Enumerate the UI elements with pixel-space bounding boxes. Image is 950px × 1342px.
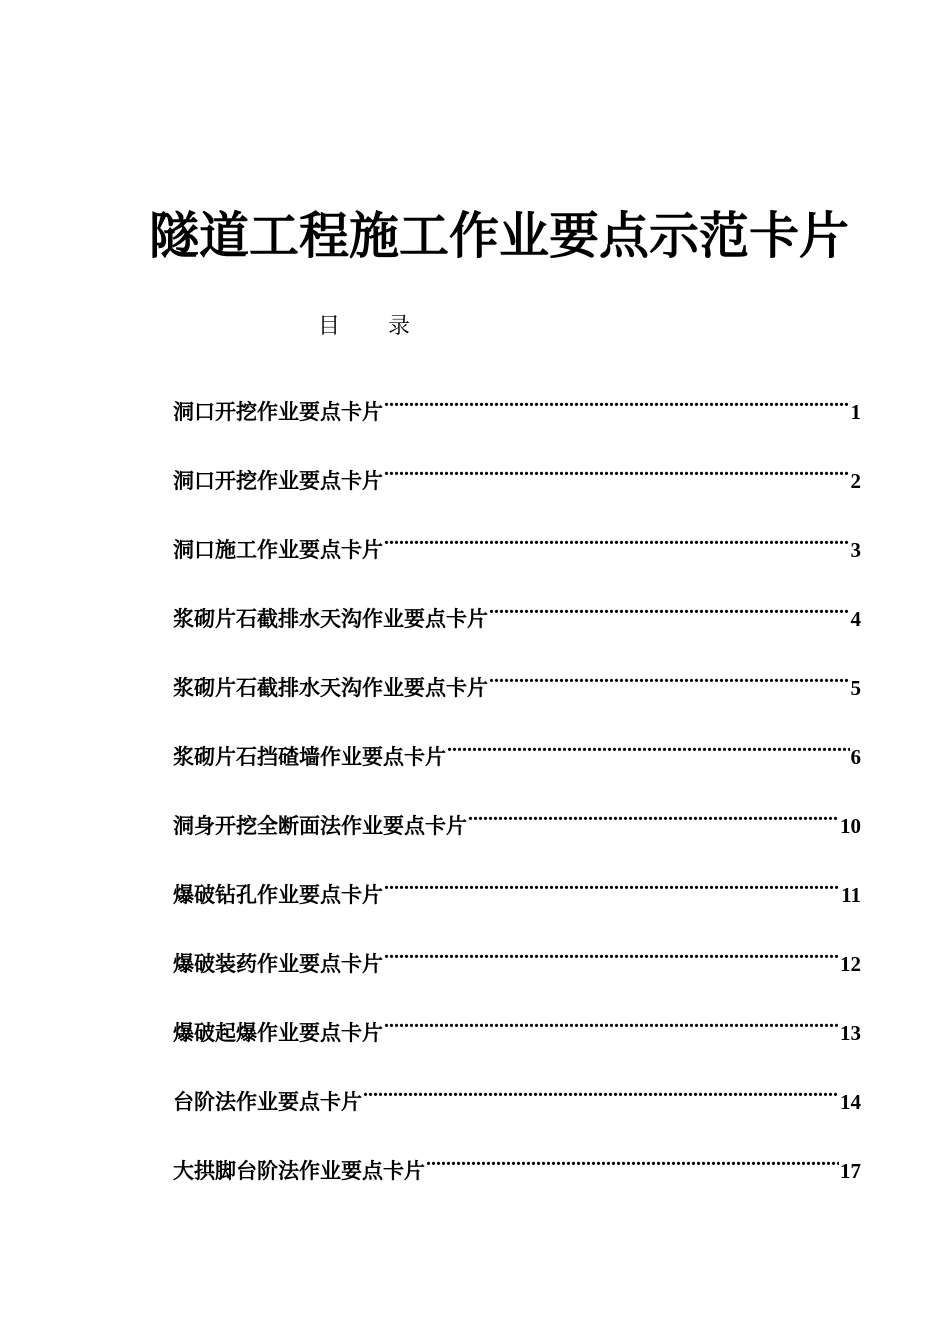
toc-entry[interactable]	[173, 1134, 861, 1203]
toc-entry-page: 11	[841, 883, 861, 907]
toc-entry-page: 17	[840, 1159, 861, 1183]
toc-entry-label: 洞口开挖作业要点卡片	[173, 468, 383, 493]
page-title: 隧道工程施工作业要点示范卡片	[149, 206, 849, 265]
toc-entry-page: 12	[840, 952, 861, 976]
dot-leader	[384, 927, 839, 971]
toc-entry-page: 13	[840, 1021, 861, 1045]
toc-entry[interactable]	[173, 789, 861, 858]
toc-entry-page: 5	[850, 676, 861, 700]
dot-leader	[384, 375, 850, 419]
toc-entry-page: 10	[840, 814, 861, 838]
toc-entry-page: 6	[850, 745, 861, 769]
toc-entry-label: 浆砌片石挡碴墙作业要点卡片	[173, 744, 446, 769]
toc-entry-label: 洞口开挖作业要点卡片	[173, 399, 383, 424]
dot-leader	[384, 444, 850, 488]
toc-entry-page: 4	[850, 607, 861, 631]
toc-entry-label: 爆破钻孔作业要点卡片	[173, 882, 383, 907]
toc-entry[interactable]	[173, 996, 861, 1065]
toc-heading	[318, 312, 410, 342]
toc-entry-page: 14	[840, 1090, 861, 1114]
toc-entry-label: 洞口施工作业要点卡片	[173, 537, 383, 562]
toc-entry-label: 爆破起爆作业要点卡片	[173, 1020, 383, 1045]
dot-leader	[384, 513, 850, 557]
toc-entry[interactable]	[173, 858, 861, 927]
dot-leader	[363, 1065, 839, 1109]
toc-entry[interactable]	[173, 1065, 861, 1134]
dot-leader	[426, 1134, 839, 1178]
toc-entry[interactable]	[173, 582, 861, 651]
toc-entry-label: 大拱脚台阶法作业要点卡片	[173, 1158, 425, 1183]
toc-entry[interactable]	[173, 513, 861, 582]
dot-leader	[384, 996, 839, 1040]
dot-leader	[489, 582, 850, 626]
toc-entry[interactable]	[173, 927, 861, 996]
toc-list	[173, 375, 861, 1203]
toc-entry-page: 3	[850, 538, 861, 562]
toc-entry-page: 2	[850, 469, 861, 493]
dot-leader	[489, 651, 850, 695]
dot-leader	[384, 858, 840, 902]
toc-heading-right: 录	[388, 314, 411, 339]
toc-entry-label: 台阶法作业要点卡片	[173, 1089, 362, 1114]
toc-entry[interactable]	[173, 651, 861, 720]
toc-entry-page: 1	[850, 400, 861, 424]
toc-entry[interactable]	[173, 720, 861, 789]
dot-leader	[447, 720, 850, 764]
toc-entry-label: 浆砌片石截排水天沟作业要点卡片	[173, 675, 488, 700]
dot-leader	[468, 789, 839, 833]
toc-entry-label: 浆砌片石截排水天沟作业要点卡片	[173, 606, 488, 631]
toc-entry-label: 洞身开挖全断面法作业要点卡片	[173, 813, 467, 838]
toc-entry[interactable]	[173, 375, 861, 444]
toc-entry[interactable]	[173, 444, 861, 513]
toc-heading-left: 目	[318, 314, 341, 339]
toc-entry-label: 爆破装药作业要点卡片	[173, 951, 383, 976]
